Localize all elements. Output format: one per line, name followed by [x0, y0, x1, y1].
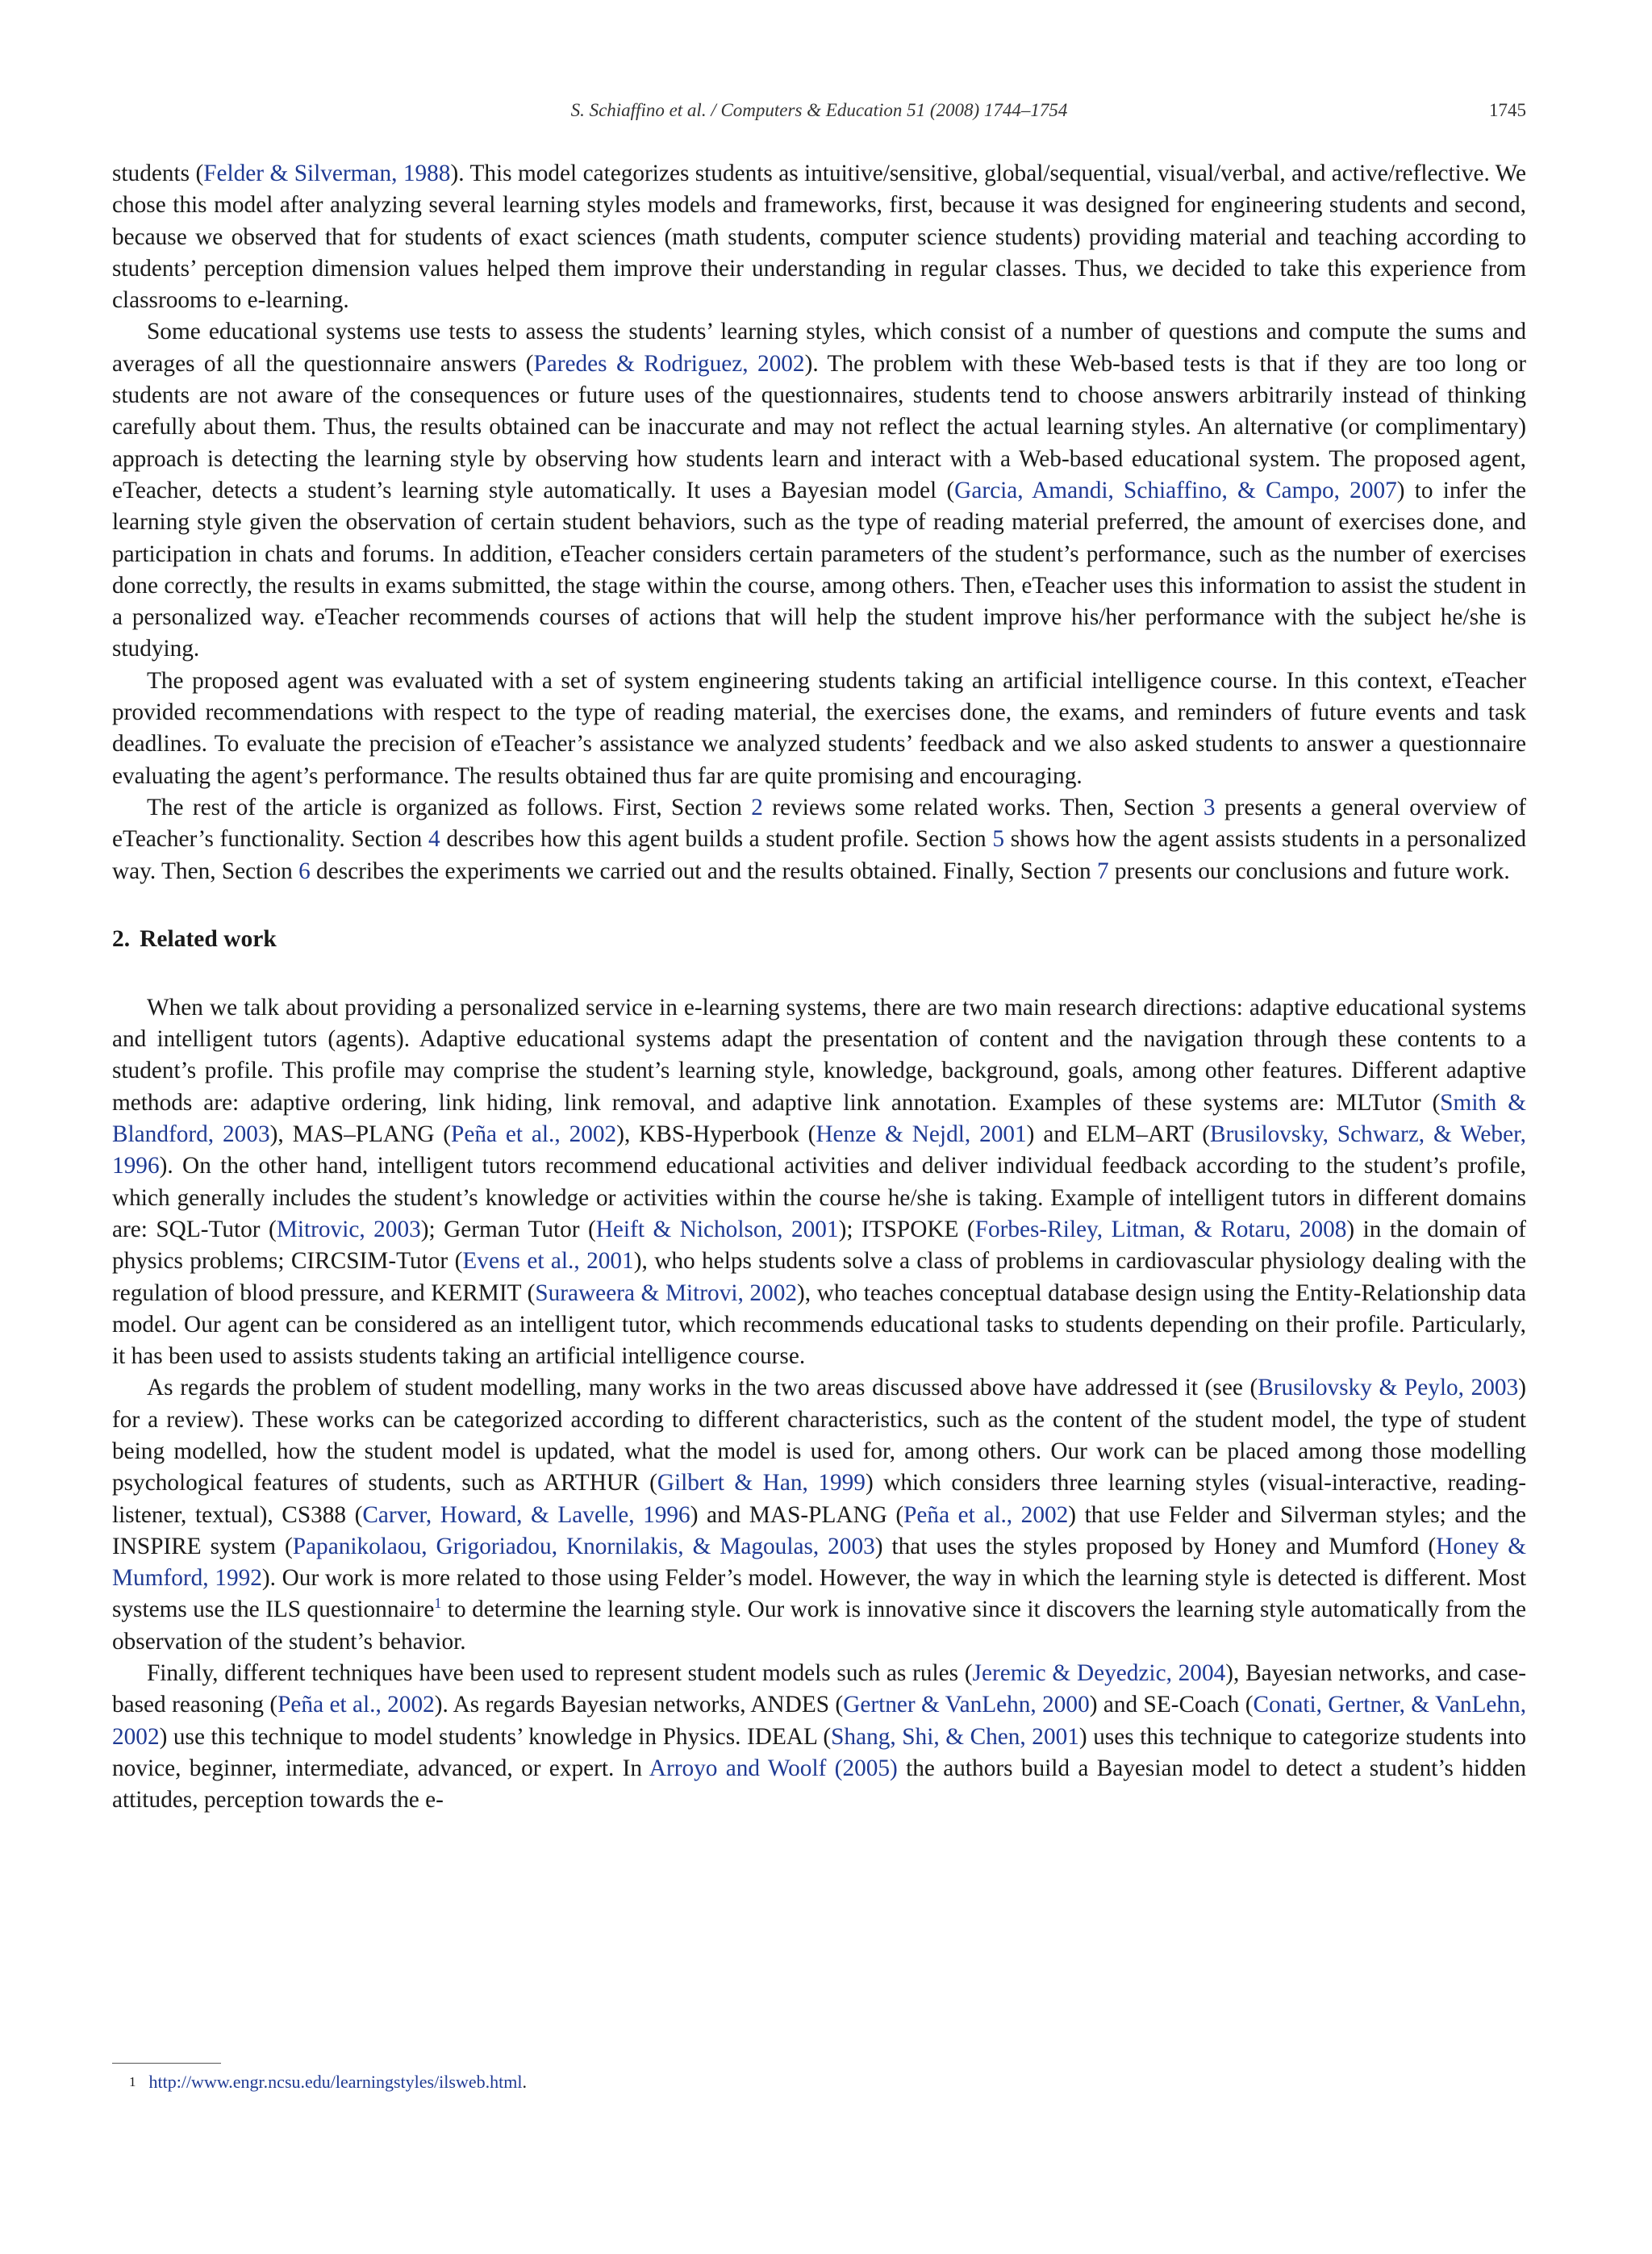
- citation-link[interactable]: Peña et al., 2002: [451, 1121, 617, 1148]
- running-header: [112, 100, 1526, 129]
- citation-link[interactable]: Suraweera & Mitrovi, 2002: [535, 1279, 798, 1306]
- footnote-url-link[interactable]: http://www.engr.ncsu.edu/learningstyles/ilsweb.html: [148, 2072, 523, 2092]
- citation-link[interactable]: Brusilovsky & Peylo, 2003: [1258, 1375, 1519, 1401]
- section-link[interactable]: 6: [298, 858, 311, 884]
- paragraph: The proposed agent was evaluated with a set of system engineering students taking an artificial intelligence course. In this context, eTeacher provided recommendations with respect to the type of reading material, the exercises done, the exams, and reminders of future events and task deadlines. To evaluate the precision of eTeacher’s assistance we analyzed students’ feedback and we also asked students to answer a questionnaire evaluating the agent’s performance. The results obtained thus far are quite promising and encouraging.: [112, 667, 1526, 789]
- paragraph: students (Felder & Silverman, 1988). This model categorizes students as intuitive/sensitive, global/sequential, visual/verbal, and active/reflective. We chose this model after analyzing several learning styles models and frameworks, first, because it was designed for engineering students and second, because we observed that for students of exact sciences (math students, computer science students) providing material and teaching according to students’ perception dimension values helped them improve their understanding in regular classes. Thus, we decided to take this experience from classrooms to e-learning.: [112, 161, 1526, 314]
- footnote-mark: 1: [129, 2074, 136, 2089]
- citation-link[interactable]: Gertner & VanLehn, 2000: [843, 1692, 1090, 1718]
- citation-link[interactable]: Carver, Howard, & Lavelle, 1996: [362, 1501, 690, 1528]
- paragraph: When we talk about providing a personalized service in e-learning systems, there are two main research directions: adaptive educational systems and intelligent tutors (agents). Adaptive educational systems adapt the presentation of content and the navigation through these contents to a student’s profile. This profile may comprise the student’s learning style, knowledge, background, goals, among other features. Different adaptive methods are: adaptive ordering, link hiding, link removal, and adaptive link annotation. Examples of these systems are: MLTutor (Smith & Blandford, 2003), MAS–PLANG (Peña et al., 2002), KBS-Hyperbook (Henze & Nejdl, 2001) and ELM–ART (Brusilovsky, Schwarz, & Weber, 1996). On the other hand, intelligent tutors recommend educational activities and deliver individual feedback according to the student’s profile, which generally includes the student’s knowledge or activities within the course he/she is taking. Example of intelligent tutors in different domains are: SQL-Tutor (Mitrovic, 2003); German Tutor (Heift & Nicholson, 2001); ITSPOKE (Forbes-Riley, Litman, & Rotaru, 2008) in the domain of physics problems; CIRCSIM-Tutor (Evens et al., 2001), who helps students solve a class of problems in cardiovascular physiology dealing with the regulation of blood pressure, and KERMIT (Suraweera & Mitrovi, 2002), who teaches conceptual database design using the Entity-Relationship data model. Our agent can be considered as an intelligent tutor, which recommends educational tasks to students depending on their profile. Particularly, it has been used to assists students taking an artificial intelligence course.: [112, 994, 1526, 1370]
- citation-link[interactable]: Henze & Nejdl, 2001: [816, 1121, 1027, 1148]
- citation-link[interactable]: Arroyo and Woolf (2005): [649, 1755, 898, 1781]
- running-head: S. Schiaffino et al. / Computers & Education 51 (2008) 1744–1754: [570, 100, 1068, 120]
- section-link[interactable]: 4: [428, 826, 440, 853]
- citation-link[interactable]: Evens et al., 2001: [462, 1248, 634, 1275]
- citation-link[interactable]: Jeremic & Deyedzic, 2004: [972, 1660, 1226, 1687]
- paragraph: As regards the problem of student modelling, many works in the two areas discussed above have addressed it (see (Brusilovsky & Peylo, 2003) for a review). These works can be categorized according to different characteristics, such as the content of the student model, the type of student being modelled, how the student model is updated, what the model is used for, among others. Our work can be placed among those modelling psychological features of students, such as ARTHUR (Gilbert & Han, 1999) which considers three learning styles (visual-interactive, reading-listener, textual), CS388 (Carver, Howard, & Lavelle, 1996) and MAS-PLANG (Peña et al., 2002) that use Felder and Silverman styles; and the INSPIRE system (Papanikolaou, Grigoriadou, Knornilakis, & Magoulas, 2003) that uses the styles proposed by Honey and Mumford (Honey & Mumford, 1992). Our work is more related to those using Felder’s model. However, the way in which the learning style is detected is different. Most systems use the ILS questionnaire$^1$ to determine the learning style. Our work is innovative since it discovers the learning style automatically from the observation of the student’s behavior.: [112, 1375, 1527, 1655]
- section-number: 2.: [112, 925, 131, 952]
- section-link[interactable]: 7: [1096, 858, 1109, 884]
- paragraph: Finally, different techniques have been used to represent student models such as rules (Jeremic & Deyedzic, 2004), Bayesian networks, and case-based reasoning (Peña et al., 2002). As regards Bayesian networks, ANDES (Gertner & VanLehn, 2000) and SE-Coach (Conati, Gertner, & VanLehn, 2002) use this technique to model students’ knowledge in Physics. IDEAL (Shang, Shi, & Chen, 2001) uses this technique to categorize students into novice, beginner, intermediate, advanced, or expert. In Arroyo and Woolf (2005) the authors build a Bayesian model to detect a student’s hidden attitudes, perception towards the e-: [112, 1660, 1527, 1814]
- article-body: [112, 158, 1526, 1817]
- citation-link[interactable]: Felder & Silverman, 1988: [203, 161, 451, 186]
- paragraph: The rest of the article is organized as follows. First, Section 2 reviews some related works. Then, Section 3 presents a general overview of eTeacher’s functionality. Section 4 describes how this agent builds a student profile. Section 5 shows how the agent assists students in a personalized way. Then, Section 6 describes the experiments we carried out and the results obtained. Finally, Section 7 presents our conclusions and future work.: [112, 794, 1527, 884]
- citation-link[interactable]: Papanikolaou, Grigoriadou, Knornilakis, & Magoulas, 2003: [292, 1533, 875, 1559]
- citation-link[interactable]: Gilbert & Han, 1999: [657, 1470, 866, 1496]
- footnote-ref[interactable]: 1: [434, 1595, 442, 1612]
- citation-link[interactable]: Peña et al., 2002: [277, 1692, 435, 1718]
- citation-link[interactable]: Shang, Shi, & Chen, 2001: [831, 1723, 1079, 1750]
- citation-link[interactable]: Honey & Mumford, 1992: [112, 1533, 1527, 1592]
- citation-link[interactable]: Brusilovsky, Schwarz, & Weber, 1996: [112, 1121, 1526, 1179]
- paragraph: Some educational systems use tests to assess the students’ learning styles, which consist of a number of questions and compute the sums and averages of all the questionnaire answers (Paredes & Rodriguez, 2002). The problem with these Web-based tests is that if they are too long or students are not aware of the consequences or future uses of the questionnaires, students tend to choose answers arbitrarily instead of thinking carefully about them. Thus, the results obtained can be inaccurate and may not reflect the actual learning styles. An alternative (or complimentary) approach is detecting the learning style by observing how students learn and interact with a Web-based educational system. The proposed agent, eTeacher, detects a student’s learning style automatically. It uses a Bayesian model (Garcia, Amandi, Schiaffino, & Campo, 2007) to infer the learning style given the observation of certain student behaviors, such as the type of reading material preferred, the amount of exercises done, and participation in chats and forums. In addition, eTeacher considers certain parameters of the student’s performance, such as the number of exercises done correctly, the results in exams submitted, the stage within the course, among others. Then, eTeacher uses this information to assist the student in a personalized way. eTeacher recommends courses of actions that will help the student improve his/her performance with the subject he/she is studying.: [112, 319, 1526, 662]
- page-number: 1745: [1489, 100, 1526, 120]
- footnote: $^1$ http://www.engr.ncsu.edu/learningstyles/ilsweb.html.: [129, 2072, 527, 2092]
- citation-link[interactable]: Smith & Blandford, 2003: [112, 1089, 1526, 1148]
- section-link[interactable]: 5: [992, 826, 1005, 853]
- section-link[interactable]: 3: [1203, 794, 1216, 820]
- citation-link[interactable]: Peña et al., 2002: [903, 1501, 1069, 1528]
- citation-link[interactable]: Forbes-Riley, Litman, & Rotaru, 2008: [974, 1216, 1347, 1242]
- citation-link[interactable]: Mitrovic, 2003: [276, 1216, 421, 1242]
- section-link[interactable]: 2: [751, 794, 763, 820]
- citation-link[interactable]: Conati, Gertner, & VanLehn, 2002: [112, 1692, 1527, 1750]
- section-title: Related work: [140, 925, 277, 952]
- section-heading: [112, 924, 1526, 955]
- footnote-divider: [112, 2063, 221, 2064]
- citation-link[interactable]: Paredes & Rodriguez, 2002: [533, 350, 805, 377]
- citation-link[interactable]: Garcia, Amandi, Schiaffino, & Campo, 2007: [954, 477, 1397, 503]
- citation-link[interactable]: Heift & Nicholson, 2001: [595, 1216, 839, 1242]
